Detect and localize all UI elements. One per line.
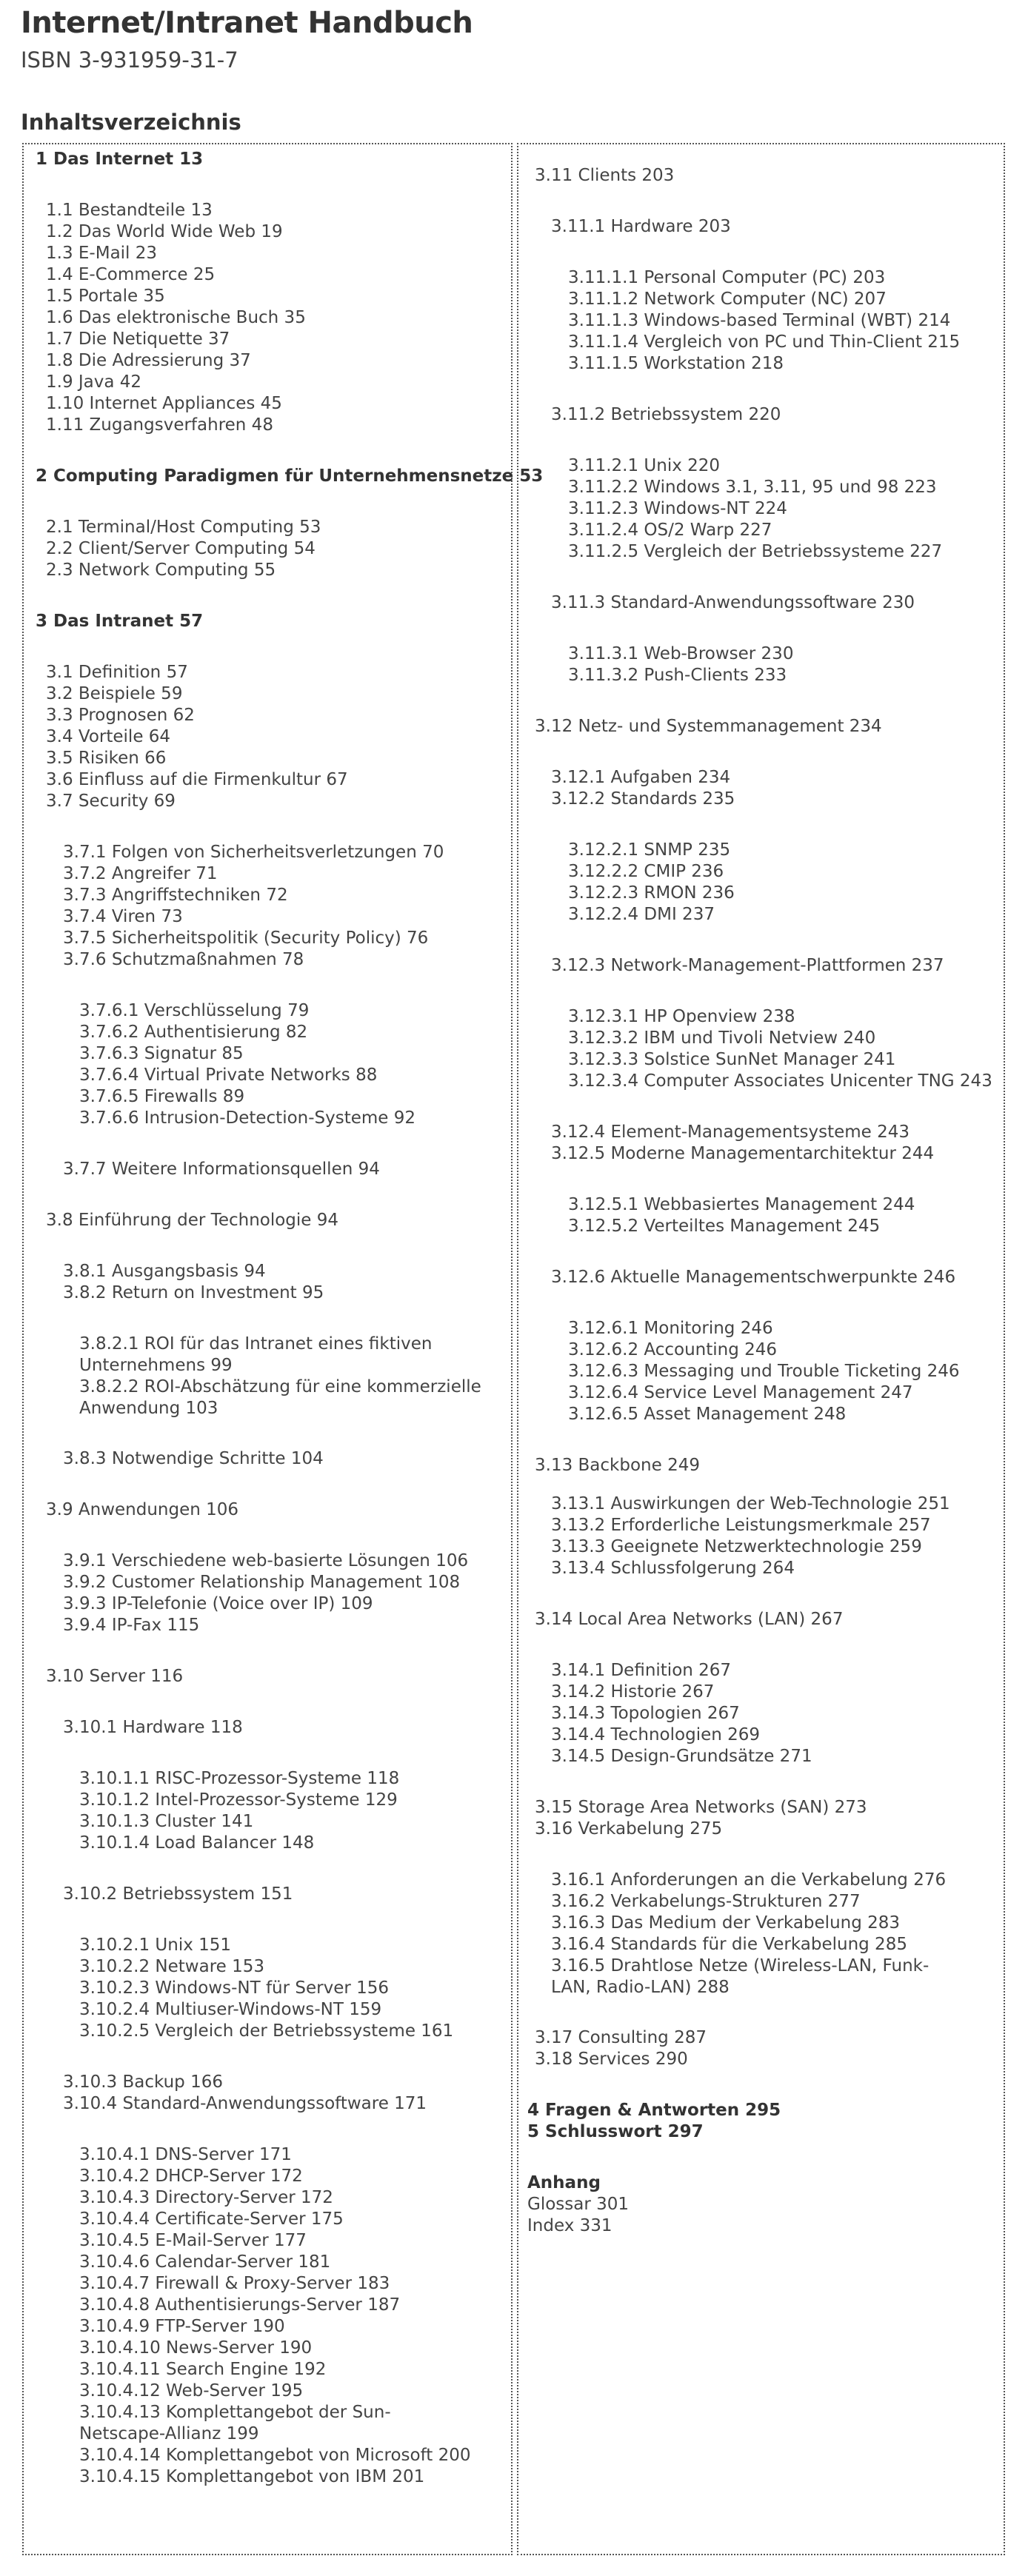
toc-heading: Inhaltsverzeichnis (21, 110, 241, 135)
toc-entry[interactable]: 3.18 Services 290 (535, 2050, 688, 2069)
toc-entry[interactable]: 3.7.3 Angriffstechniken 72 (63, 886, 288, 905)
toc-entry[interactable]: 3.10.4.7 Firewall & Proxy-Server 183 (79, 2274, 390, 2293)
toc-entry[interactable]: 3.12.5 Moderne Managementarchitektur 244 (551, 1144, 935, 1163)
toc-entry[interactable]: 3.10.2.4 Multiuser-Windows-NT 159 (79, 2000, 382, 2019)
toc-entry[interactable]: 3.13.1 Auswirkungen der Web-Technologie 251 (551, 1494, 950, 1513)
toc-entry[interactable]: 3.3 Prognosen 62 (46, 706, 195, 725)
toc-entry[interactable]: 3.10.4 Standard-Anwendungssoftware 171 (63, 2094, 427, 2113)
toc-entry[interactable]: 3.5 Risiken 66 (46, 749, 167, 768)
toc-entry[interactable]: 3.11 Clients 203 (535, 166, 675, 185)
toc-entry[interactable]: Glossar 301 (527, 2195, 630, 2214)
toc-entry[interactable]: 3.12.2.2 CMIP 236 (568, 862, 724, 881)
toc-entry[interactable]: 3.12.2.4 DMI 237 (568, 905, 715, 924)
toc-entry[interactable]: 3.11.2.1 Unix 220 (568, 456, 721, 475)
toc-entry[interactable]: 3.16 Verkabelung 275 (535, 1819, 723, 1839)
toc-entry[interactable]: 1.10 Internet Appliances 45 (46, 394, 282, 413)
toc-entry[interactable]: 3.11.3.1 Web-Browser 230 (568, 644, 794, 663)
toc-entry[interactable]: 1.7 Die Netiquette 37 (46, 329, 230, 349)
toc-entry[interactable]: 1.11 Zugangsverfahren 48 (46, 415, 273, 435)
toc-entry[interactable]: 3.2 Beispiele 59 (46, 684, 183, 703)
toc-entry[interactable]: 3.10 Server 116 (46, 1667, 184, 1686)
toc-entry[interactable]: 3.12.6.1 Monitoring 246 (568, 1319, 773, 1338)
toc-entry[interactable]: 3.10.4.15 Komplettangebot von IBM 201 (79, 2467, 425, 2486)
toc-entry[interactable]: 3.7.6 Schutzmaßnahmen 78 (63, 950, 304, 969)
toc-entry[interactable]: 3.11.2.3 Windows-NT 224 (568, 499, 787, 518)
toc-entry[interactable]: 3.12.3.3 Solstice SunNet Manager 241 (568, 1050, 896, 1069)
toc-entry[interactable]: 3.8.2.2 ROI-Abschätzung für eine kommerzielle Anwendung 103 (79, 1377, 481, 1418)
toc-entry[interactable]: 3.14.1 Definition 267 (551, 1661, 732, 1680)
toc-entry[interactable]: 3.9.2 Customer Relationship Management 108 (63, 1573, 461, 1592)
toc-entry[interactable]: 3.8.3 Notwendige Schritte 104 (63, 1449, 324, 1468)
toc-entry[interactable]: 3.10.2.3 Windows-NT für Server 156 (79, 1978, 390, 1998)
toc-entry[interactable]: 3.14.3 Topologien 267 (551, 1704, 740, 1723)
toc-entry[interactable]: 3.7 Security 69 (46, 792, 176, 811)
isbn: ISBN 3-931959-31-7 (21, 47, 238, 73)
toc-entry[interactable]: 3.7.6.1 Verschlüsselung 79 (79, 1001, 310, 1020)
toc-entry[interactable]: 3.14 Local Area Networks (LAN) 267 (535, 1610, 844, 1629)
toc-entry[interactable]: 3.12.6.5 Asset Management 248 (568, 1405, 847, 1424)
toc-entry[interactable]: 3.12.3.1 HP Openview 238 (568, 1007, 795, 1026)
toc-entry[interactable]: 3.8.2.1 ROI für das Intranet eines fiktiven Unternehmens 99 (79, 1334, 433, 1375)
toc-entry[interactable]: 3.10.2 Betriebssystem 151 (63, 1884, 293, 1904)
toc-entry[interactable]: 3.10.4.6 Calendar-Server 181 (79, 2252, 331, 2272)
toc-entry[interactable]: 3.12.3.4 Computer Associates Unicenter TNG 243 (568, 1071, 992, 1091)
toc-entry[interactable]: 3.7.6.2 Authentisierung 82 (79, 1023, 308, 1042)
toc-appendix-heading: Anhang (527, 2173, 601, 2192)
toc-entry[interactable]: 3.10.4.10 News-Server 190 (79, 2338, 313, 2358)
toc-entry[interactable]: 3.12.4 Element-Managementsysteme 243 (551, 1123, 910, 1142)
toc-entry[interactable]: 3.11.2.5 Vergleich der Betriebssysteme 227 (568, 542, 943, 561)
toc-entry[interactable]: 3.11.1.5 Workstation 218 (568, 354, 784, 373)
toc-left-column (22, 143, 544, 2555)
toc-entry[interactable]: 3.8 Einführung der Technologie 94 (46, 1211, 339, 1230)
toc-entry[interactable]: 3.9.1 Verschiedene web-basierte Lösungen 106 (63, 1551, 469, 1570)
page-title: Internet/Intranet Handbuch (21, 6, 473, 40)
toc-entry[interactable]: 3.10.1.3 Cluster 141 (79, 1812, 254, 1831)
toc-entry[interactable]: 3.7.6.6 Intrusion-Detection-Systeme 92 (79, 1108, 416, 1128)
toc-entry[interactable]: 3.10.1 Hardware 118 (63, 1718, 243, 1737)
toc-entry[interactable]: 3.7.7 Weitere Informationsquellen 94 (63, 1160, 380, 1179)
toc-entry[interactable]: 3.16.1 Anforderungen an die Verkabelung 276 (551, 1870, 947, 1890)
toc-entry[interactable]: 3.12.2.1 SNMP 235 (568, 840, 731, 860)
toc-entry[interactable]: 2.2 Client/Server Computing 54 (46, 539, 316, 558)
toc-entry[interactable]: 3.17 Consulting 287 (535, 2028, 707, 2047)
toc-entry[interactable]: 3.7.4 Viren 73 (63, 907, 183, 926)
toc-entry[interactable]: 3.16.4 Standards für die Verkabelung 285 (551, 1935, 907, 1954)
toc-entry[interactable]: 1.3 E-Mail 23 (46, 244, 158, 263)
toc-entry[interactable]: 2.3 Network Computing 55 (46, 561, 276, 580)
toc-entry[interactable]: 3.10.1.4 Load Balancer 148 (79, 1833, 315, 1853)
toc-entry[interactable]: 3.12.6.4 Service Level Management 247 (568, 1383, 913, 1402)
toc-entry[interactable]: 3.11.3 Standard-Anwendungssoftware 230 (551, 593, 915, 612)
toc-entry[interactable]: 1.2 Das World Wide Web 19 (46, 222, 283, 241)
toc-entry[interactable]: 3.7.1 Folgen von Sicherheitsverletzungen 70 (63, 843, 444, 862)
toc-entry[interactable]: 3.11.2.4 OS/2 Warp 227 (568, 521, 772, 540)
toc-entry[interactable]: 3.10.4.13 Komplettangebot der Sun-Netscape-Allianz 199 (79, 2403, 391, 2443)
toc-entry[interactable]: 3.10.4.1 DNS-Server 171 (79, 2145, 292, 2164)
toc-entry[interactable]: 3.10.4.5 E-Mail-Server 177 (79, 2231, 307, 2250)
toc-entry[interactable]: 3.12.2.3 RMON 236 (568, 883, 735, 903)
toc-entry[interactable]: 3.7.2 Angreifer 71 (63, 864, 218, 883)
toc-entry[interactable]: 3.10.4.14 Komplettangebot von Microsoft 200 (79, 2446, 471, 2465)
toc-entry[interactable]: 3.8.1 Ausgangsbasis 94 (63, 1262, 266, 1281)
toc-entry[interactable]: 3.10.4.8 Authentisierungs-Server 187 (79, 2295, 401, 2315)
toc-entry[interactable]: 3.10.4.11 Search Engine 192 (79, 2360, 327, 2379)
toc-entry[interactable]: 3.9.4 IP-Fax 115 (63, 1616, 200, 1635)
toc-entry[interactable]: 3.9.3 IP-Telefonie (Voice over IP) 109 (63, 1594, 373, 1613)
toc-entry[interactable]: 3.16.3 Das Medium der Verkabelung 283 (551, 1913, 901, 1933)
toc-entry[interactable]: 3.9 Anwendungen 106 (46, 1500, 239, 1519)
toc-entry[interactable]: 3.12.5.1 Webbasiertes Management 244 (568, 1195, 915, 1214)
toc-entry[interactable]: 3.12.6.3 Messaging und Trouble Ticketing 246 (568, 1362, 960, 1381)
toc-entry[interactable]: 3.10.1.2 Intel-Prozessor-Systeme 129 (79, 1790, 398, 1810)
toc-entry[interactable]: 3.12.5.2 Verteiltes Management 245 (568, 1217, 881, 1236)
toc-entry[interactable]: 1.8 Die Adressierung 37 (46, 351, 251, 370)
toc-chapter[interactable]: 4 Fragen & Antworten 295 (527, 2101, 781, 2120)
toc-entry[interactable]: 3.11.1.2 Network Computer (NC) 207 (568, 290, 887, 309)
toc-entry[interactable]: 3.14.4 Technologien 269 (551, 1725, 761, 1744)
toc-entry[interactable]: 3.4 Vorteile 64 (46, 727, 171, 746)
toc-chapter[interactable]: 1 Das Internet 13 (36, 150, 204, 169)
toc-entry[interactable]: 3.16.5 Drahtlose Netze (Wireless-LAN, Funk-LAN, Radio-LAN) 288 (551, 1956, 929, 1997)
toc-right-column (517, 143, 1005, 2555)
toc-entry[interactable]: 3.12.6 Aktuelle Managementschwerpunkte 246 (551, 1268, 956, 1287)
toc-entry[interactable]: 1.4 E-Commerce 25 (46, 265, 216, 284)
toc-entry[interactable]: 3.10.2.2 Netware 153 (79, 1957, 265, 1976)
toc-entry[interactable]: 3.10.1.1 RISC-Prozessor-Systeme 118 (79, 1769, 400, 1788)
toc-entry[interactable]: 3.10.4.2 DHCP-Server 172 (79, 2167, 303, 2186)
toc-entry[interactable]: 3.14.5 Design-Grundsätze 271 (551, 1747, 812, 1766)
toc-entry[interactable]: 3.11.2.2 Windows 3.1, 3.11, 95 und 98 223 (568, 478, 937, 497)
toc-entry[interactable]: 3.11.1.3 Windows-based Terminal (WBT) 214 (568, 311, 951, 330)
toc-entry[interactable]: 1.9 Java 42 (46, 372, 142, 392)
toc-entry[interactable]: 3.10.2.5 Vergleich der Betriebssysteme 161 (79, 2021, 454, 2041)
toc-entry[interactable]: Index 331 (527, 2216, 613, 2235)
toc-entry[interactable]: 3.8.2 Return on Investment 95 (63, 1283, 324, 1302)
toc-entry[interactable]: 3.13.2 Erforderliche Leistungsmerkmale 257 (551, 1516, 931, 1535)
toc-entry[interactable]: 3.11.1.1 Personal Computer (PC) 203 (568, 268, 886, 287)
toc-entry[interactable]: 3.12.1 Aufgaben 234 (551, 768, 731, 787)
toc-entry[interactable]: 3.12.3 Network-Management-Plattformen 237 (551, 956, 944, 975)
toc-entry[interactable]: 3.16.2 Verkabelungs-Strukturen 277 (551, 1892, 861, 1911)
toc-entry[interactable]: 3.7.5 Sicherheitspolitik (Security Policy) 76 (63, 929, 429, 948)
toc-entry[interactable]: 3.7.6.5 Firewalls 89 (79, 1087, 245, 1106)
toc-entry[interactable]: 3.10.4.3 Directory-Server 172 (79, 2188, 333, 2207)
toc-entry[interactable]: 3.10.2.1 Unix 151 (79, 1936, 232, 1955)
toc-entry[interactable]: 3.10.4.9 FTP-Server 190 (79, 2317, 285, 2336)
toc-entry[interactable]: 3.13 Backbone 249 (535, 1456, 700, 1475)
toc-entry[interactable]: 1.1 Bestandteile 13 (46, 201, 213, 220)
toc-entry[interactable]: 3.15 Storage Area Networks (SAN) 273 (535, 1798, 867, 1817)
toc-entry[interactable]: 3.11.3.2 Push-Clients 233 (568, 666, 787, 685)
toc-entry[interactable]: 3.10.4.12 Web-Server 195 (79, 2381, 304, 2401)
toc-entry[interactable]: 3.1 Definition 57 (46, 663, 188, 682)
toc-entry[interactable]: 3.11.1 Hardware 203 (551, 217, 731, 236)
toc-entry[interactable]: 1.6 Das elektronische Buch 35 (46, 308, 306, 327)
toc-entry[interactable]: 3.14.2 Historie 267 (551, 1682, 715, 1702)
toc-entry[interactable]: 3.13.4 Schlussfolgerung 264 (551, 1559, 795, 1578)
toc-entry[interactable]: 3.11.1.4 Vergleich von PC und Thin-Client 215 (568, 332, 961, 352)
toc-entry[interactable]: 3.12.2 Standards 235 (551, 789, 735, 809)
toc-chapter[interactable]: 5 Schlusswort 297 (527, 2122, 704, 2141)
toc-chapter[interactable]: 2 Computing Paradigmen für Unternehmensnetze 53 (36, 466, 544, 486)
toc-entry[interactable]: 3.6 Einfluss auf die Firmenkultur 67 (46, 770, 348, 789)
toc-entry[interactable]: 3.11.2 Betriebssystem 220 (551, 405, 781, 424)
toc-entry[interactable]: 3.12 Netz- und Systemmanagement 234 (535, 717, 882, 736)
toc-entry[interactable]: 3.10.3 Backup 166 (63, 2072, 223, 2092)
toc-entry[interactable]: 3.12.6.2 Accounting 246 (568, 1340, 778, 1359)
toc-entry[interactable]: 3.10.4.4 Certificate-Server 175 (79, 2209, 344, 2229)
toc-chapter[interactable]: 3 Das Intranet 57 (36, 612, 204, 631)
toc-entry[interactable]: 3.7.6.3 Signatur 85 (79, 1044, 244, 1063)
toc-entry[interactable]: 3.7.6.4 Virtual Private Networks 88 (79, 1065, 378, 1085)
toc-entry[interactable]: 1.5 Portale 35 (46, 287, 165, 306)
toc-entry[interactable]: 3.12.3.2 IBM und Tivoli Netview 240 (568, 1028, 876, 1048)
toc-entry[interactable]: 3.13.3 Geeignete Netzwerktechnologie 259 (551, 1537, 922, 1556)
toc-entry[interactable]: 2.1 Terminal/Host Computing 53 (46, 518, 321, 537)
